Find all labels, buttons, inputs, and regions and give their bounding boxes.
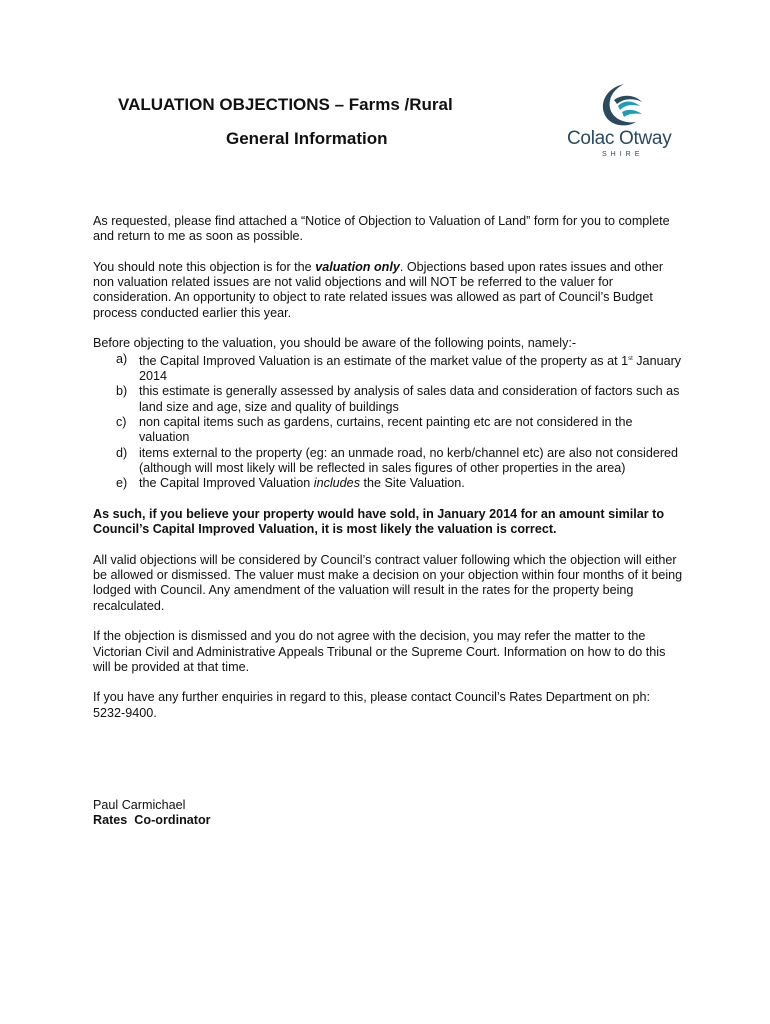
- list-text-end: the Site Valuation.: [360, 476, 465, 491]
- list-marker: d): [116, 445, 128, 460]
- list-text: the Capital Improved Valuation is an estimate of the market value of the property as at 1: [139, 353, 629, 368]
- document-title: VALUATION OBJECTIONS – Farms /Rural: [118, 95, 453, 114]
- list-text: non capital items such as gardens, curtains, recent painting etc are not considered in the valuation: [139, 415, 633, 445]
- document-subtitle: General Information: [226, 129, 388, 148]
- emphasis-valuation-only: valuation only: [315, 259, 400, 274]
- list-item: [93, 352, 683, 385]
- paragraph-intro: As requested, please find attached a “Notice of Objection to Valuation of Land” form for you to complete and return to me as soon as possible.: [93, 214, 670, 244]
- paragraph-note-text-1: You should note this objection is for the: [93, 259, 316, 274]
- paragraph-before-objecting: Before objecting to the valuation, you should be aware of the following points, namely:-: [93, 336, 577, 351]
- signatory-name: Paul Carmichael: [93, 798, 186, 812]
- logo-wordmark: Colac Otway: [567, 128, 672, 149]
- colac-otway-logo: [562, 82, 692, 162]
- list-marker: b): [116, 384, 128, 399]
- paragraph-dismissal: If the objection is dismissed and you do not agree with the decision, you may refer the matter to the Victorian Civil and Administrative Appeals Tribunal or the Supreme Court. Information on how to do this will be provided at that time.: [93, 629, 666, 674]
- logo-emblem-icon: [562, 82, 692, 128]
- logo-shire-label: SHIRE: [602, 151, 644, 158]
- paragraph-note: [93, 260, 683, 321]
- list-text-date: January 2014: [139, 353, 682, 384]
- list-marker: e): [116, 476, 128, 491]
- list-text: items external to the property (eg: an unmade road, no kerb/channel etc) are also not considered (although will most likely will be reflected in sales figures of other properties in the area): [139, 445, 679, 475]
- list-item: [93, 476, 683, 491]
- letter-body: [93, 214, 683, 736]
- points-list: [93, 352, 683, 492]
- signature-block: [93, 798, 211, 829]
- signatory-role: Rates Co-ordinator: [93, 813, 211, 828]
- paragraph-conclusion: As such, if you believe your property would have sold, in January 2014 for an amount similar to Council’s Capital Improved Valuation, it is most likely the valuation is correct.: [93, 506, 665, 537]
- paragraph-note-text-2: . Objections based upon rates issues and other non valuation related issues are not valid objections and will NOT be referred to the valuer for consideration. An opportunity to object to rate related issues was allowed as part of Council’s Budget process conducted earlier this year.: [93, 259, 664, 320]
- paragraph-objection-process: All valid objections will be considered by Council’s contract valuer following which the objection will either be allowed or dismissed. The valuer must make a decision on your objection within four months of it being lodged with Council. Any amendment of the valuation will result in the rates for the property being recalculated.: [93, 552, 683, 613]
- emphasis-includes: includes: [313, 476, 360, 491]
- list-marker: a): [116, 351, 128, 366]
- paragraph-enquiries: If you have any further enquiries in regard to this, please contact Council’s Rates Department on ph: 5232-9400.: [93, 690, 651, 720]
- list-marker: c): [116, 415, 127, 430]
- list-text: this estimate is generally assessed by analysis of sales data and consideration of factors such as land size and age, size and quality of buildings: [139, 384, 680, 414]
- list-item: [93, 446, 683, 477]
- list-text: the Capital Improved Valuation: [139, 476, 314, 491]
- ordinal-suffix: st: [628, 355, 633, 362]
- list-item: [93, 415, 683, 446]
- list-item: [93, 384, 683, 415]
